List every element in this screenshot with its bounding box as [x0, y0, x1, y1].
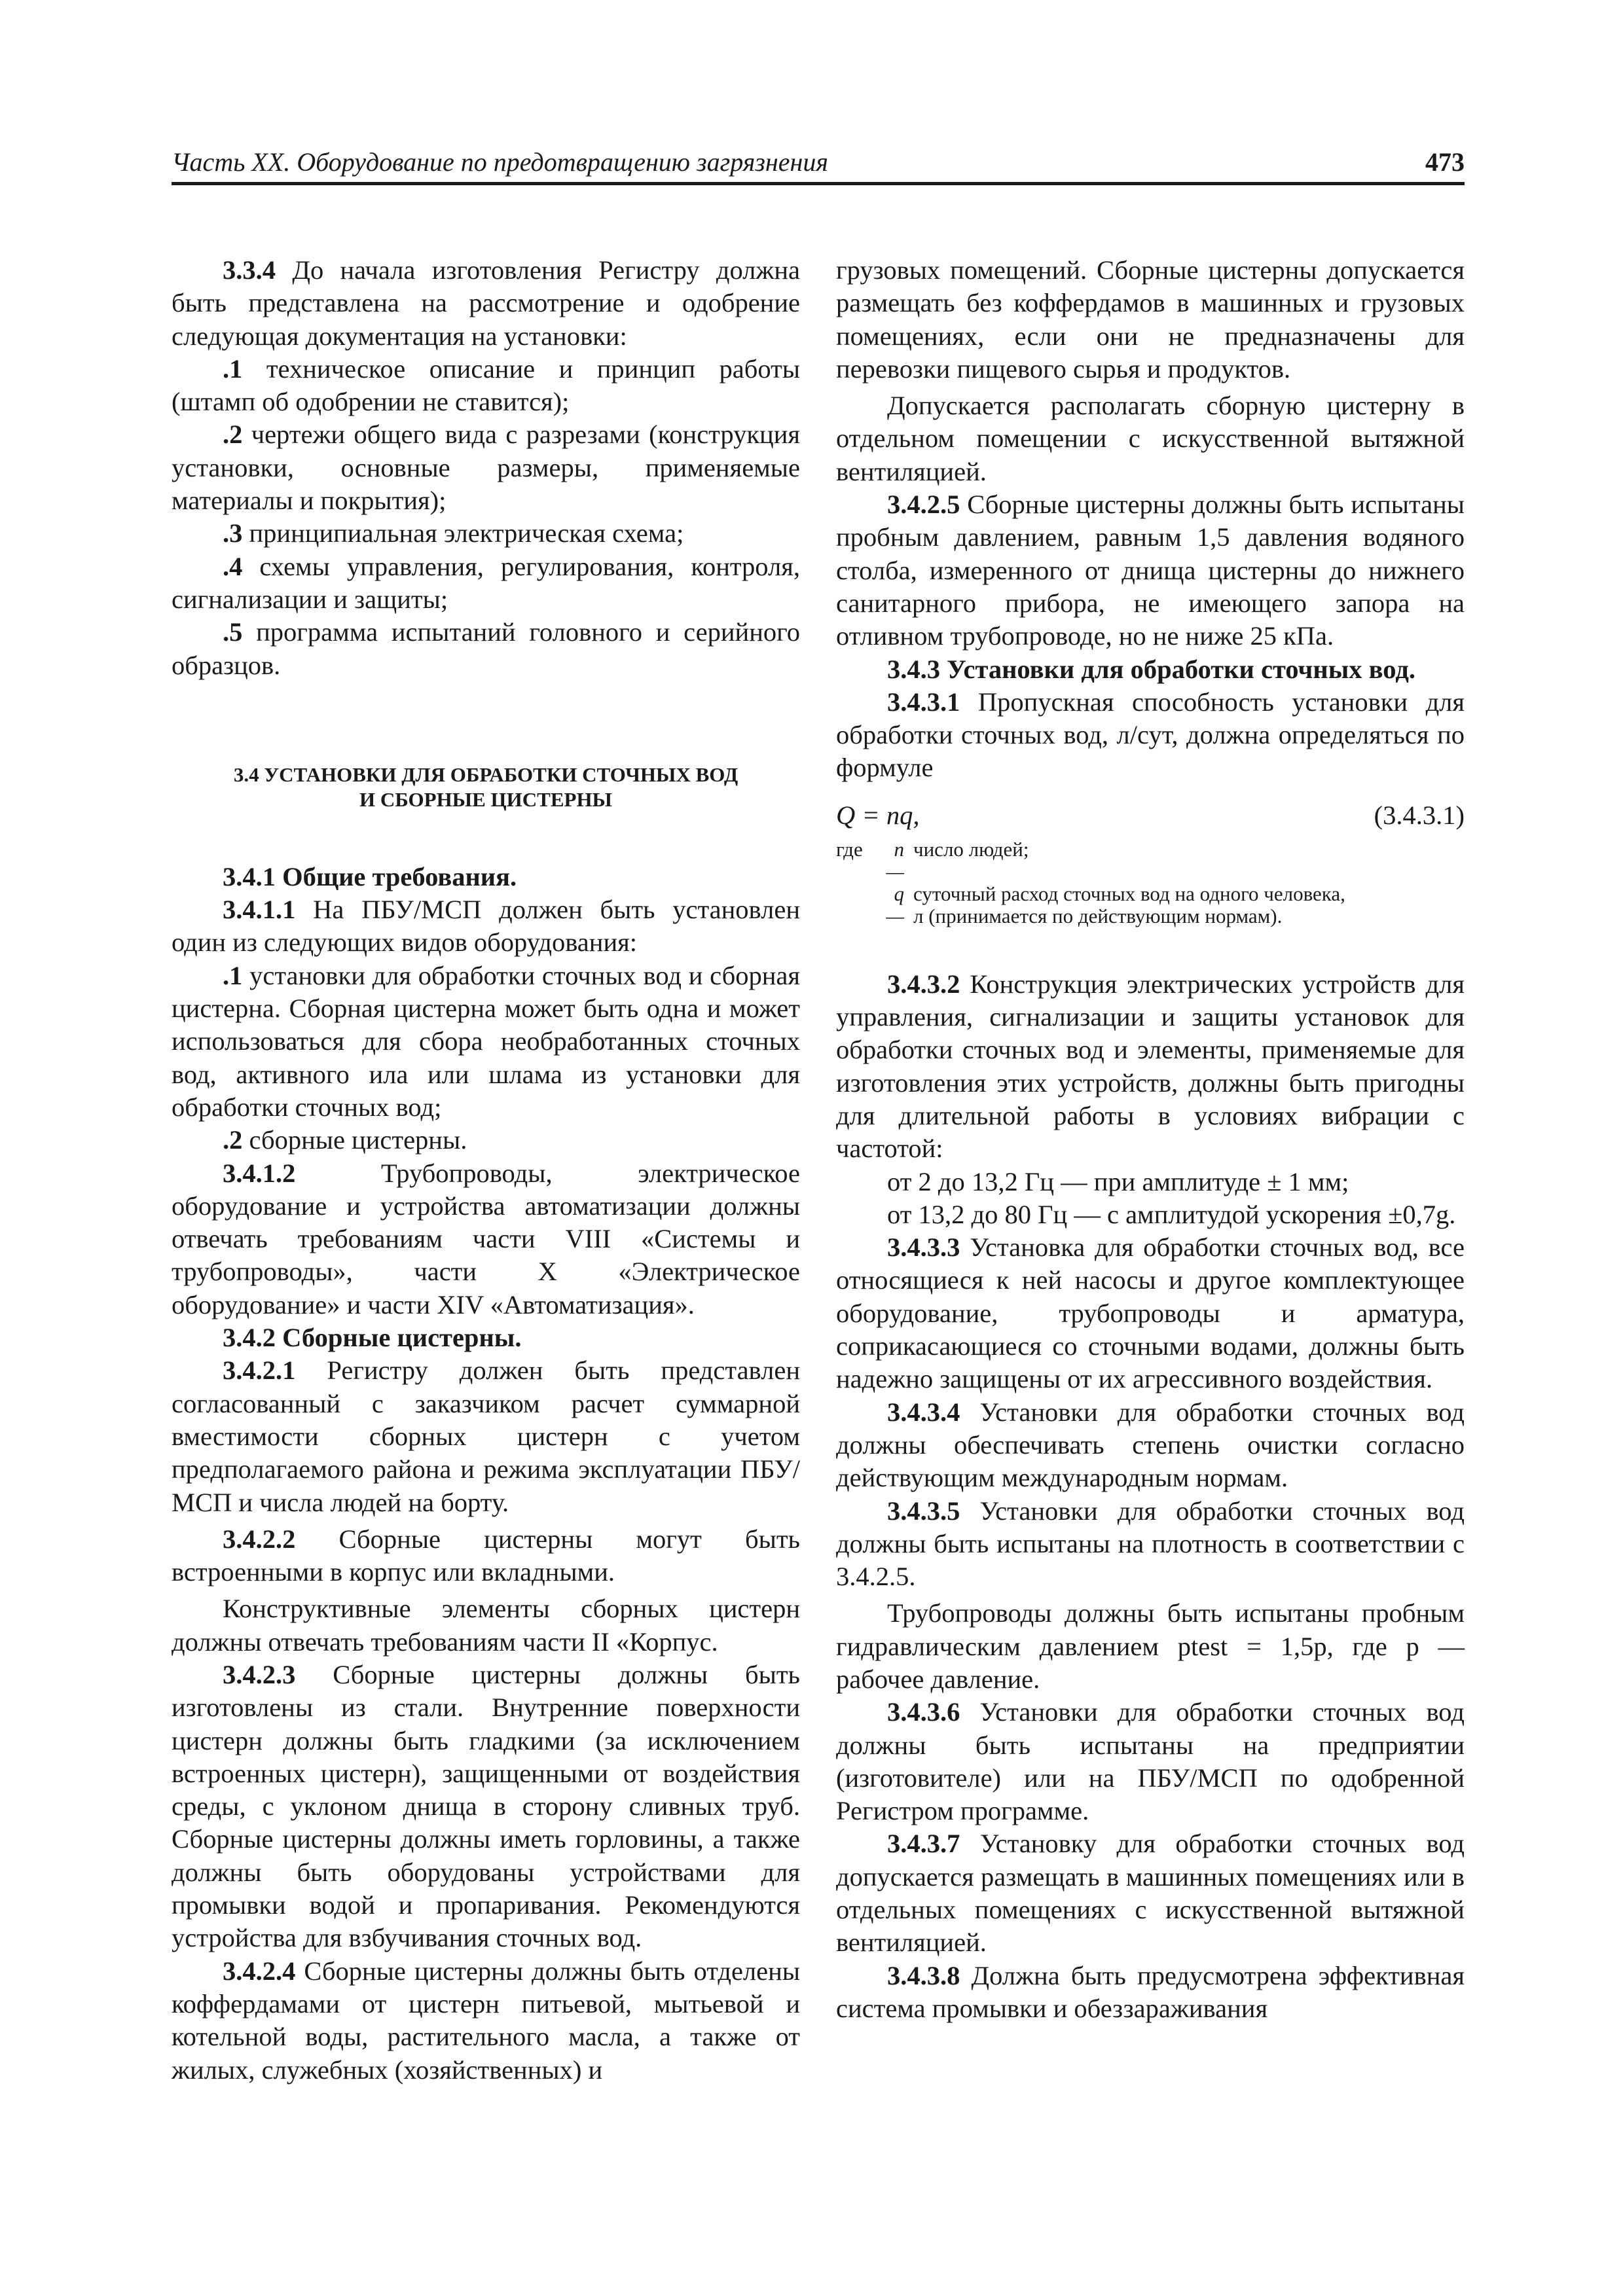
clause-text: Пропускная способность установки для обработки сточных вод, л/сут, должна определяться по формуле	[836, 687, 1465, 783]
clause-text: До начала изготовления Регистру должна быть представлена на рассмотрение и одобрение следующая документация на установки:	[172, 255, 801, 351]
clause-number: 3.4.2.3	[223, 1659, 296, 1689]
paragraph-frequency-1: от 2 до 13,2 Гц — при амплитуде ± 1 мм;	[887, 1166, 1349, 1196]
list-number: .1	[223, 960, 243, 990]
clause-text: Установку для обработки сточных вод допускается размещать в машинных помещениях или в отдельных помещениях с искусственной вытяжной вентиляцией.	[836, 1829, 1465, 1958]
list-item-2	[172, 1124, 800, 1157]
clause-number: 3.4.3.8	[887, 1960, 960, 1990]
paragraph-3-4-2-4	[172, 1955, 800, 2087]
formula	[836, 799, 1465, 832]
running-title: Часть XX. Оборудование по предотвращению загрязнения	[172, 147, 828, 177]
page-number: 473	[1425, 147, 1465, 177]
paragraph-3-4-2-5	[836, 488, 1465, 653]
clause-text: Установки для обработки сточных вод должны обеспечивать степень очистки согласно действующим международным нормам.	[836, 1397, 1465, 1493]
formula-expression: Q = nq,	[836, 800, 920, 830]
section-heading	[172, 762, 800, 812]
list-text: принципиальная электрическая схема;	[249, 518, 684, 548]
legend-symbol: q —	[886, 882, 904, 927]
list-number: .3	[223, 518, 243, 548]
legend-row	[836, 838, 1465, 883]
left-column	[172, 254, 800, 2087]
list-text: установки для обработки сточных вод и сборная цистерна. Сборная цистерна может быть одна и может использоваться для сбора необработанных сточных вод, активного ила или шлама из установки для обработки сточных вод;	[172, 960, 800, 1122]
list-item-1	[172, 960, 800, 1124]
paragraph-frequency-2: от 13,2 до 80 Гц — с амплитудой ускорения ±0,7g.	[887, 1199, 1456, 1229]
paragraph-3-4-3-6	[836, 1696, 1465, 1827]
list-item-4	[172, 550, 800, 617]
legend-description: число людей;	[913, 837, 1029, 861]
clause-text: На ПБУ/МСП должен быть установлен один из следующих видов оборудования:	[172, 895, 800, 958]
subsection-3-4-2: 3.4.2 Сборные цистерны.	[223, 1323, 522, 1353]
legend-description-line: л (принимается по действующим нормам).	[913, 904, 1283, 927]
clause-number: 3.3.4	[223, 255, 276, 285]
clause-text: Установка для обработки сточных вод, все относящиеся к ней насосы и другое комплектующее оборудование, трубопроводы и арматура, соприкасающиеся со сточными водами, должны быть надежно защищены от их агрессивного воздействия.	[836, 1232, 1465, 1394]
clause-number: 3.4.1.2	[223, 1158, 296, 1188]
subsection-3-4-3: 3.4.3 Установки для обработки сточных вод.	[887, 654, 1415, 684]
list-text: чертежи общего вида с разрезами (конструкция установки, основные размеры, применяемые материалы и покрытия);	[172, 420, 800, 516]
clause-text: Сборные цистерны должны быть испытаны пробным давлением, равным 1,5 давления водяного столба, измеренного от днища цистерны до нижнего санитарного прибора, не имеющего запора на отливном трубопроводе, но не ниже 25 кПа.	[836, 490, 1465, 651]
list-text: программа испытаний головного и серийного образцов.	[172, 617, 800, 680]
paragraph-pipes: Трубопроводы должны быть испытаны пробным гидравлическим давлением ptest = 1,5p, где p — рабочее давление.	[836, 1598, 1465, 1694]
clause-text: Конструкция электрических устройств для управления, сигнализации и защиты установок для обработки сточных вод и элементы, применяемые для изготовления этих устройств, должны быть пригодны для длительной работы в условиях вибрации с частотой:	[836, 969, 1465, 1164]
list-text: схемы управления, регулирования, контроля, сигнализации и защиты;	[172, 551, 800, 614]
formula-legend	[836, 838, 1465, 927]
clause-number: 3.4.3.4	[887, 1397, 960, 1427]
clause-text: Должна быть предусмотрена эффективная система промывки и обеззараживания	[836, 1960, 1465, 2023]
running-header	[172, 145, 1465, 185]
list-text: сборные цистерны.	[249, 1125, 467, 1155]
clause-text: Установки для обработки сточных вод должны быть испытаны на плотность в соответствии с 3.4.2.5.	[836, 1496, 1465, 1592]
list-text: техническое описание и принцип работы (штамп об одобрении не ставится);	[172, 353, 800, 417]
paragraph-3-3-4	[172, 254, 800, 353]
clause-number: 3.4.3.6	[887, 1697, 960, 1727]
clause-number: 3.4.3.7	[887, 1829, 960, 1859]
clause-text: Сборные цистерны должны быть отделены коффердамами от цистерн питьевой, мытьевой и котельной воды, растительного масла, а также от жилых, служебных (хозяйственных) и	[172, 1956, 801, 2085]
list-number: .4	[223, 551, 243, 581]
paragraph-3-4-1-2	[172, 1157, 800, 1321]
clause-number: 3.4.3.5	[887, 1496, 960, 1526]
right-column	[836, 254, 1465, 2025]
list-number: .1	[223, 353, 243, 384]
paragraph-3-4-2-3	[172, 1659, 800, 1955]
list-item-1	[172, 353, 800, 419]
paragraph-3-4-3-5	[836, 1495, 1465, 1594]
paragraph-3-4-3-7	[836, 1827, 1465, 1959]
section-heading-line: И СБОРНЫЕ ЦИСТЕРНЫ	[359, 787, 613, 811]
paragraph-3-4-2-1	[172, 1354, 800, 1518]
clause-number: 3.4.2.2	[223, 1524, 296, 1554]
list-number: .5	[223, 617, 243, 647]
section-heading-line: 3.4 УСТАНОВКИ ДЛЯ ОБРАБОТКИ СТОЧНЫХ ВОД	[233, 762, 739, 786]
paragraph-continued: грузовых помещений. Сборные цистерны допускается размещать без коффердамов в машинных и грузовых помещениях, если они не предназначены для перевозки пищевого сырья и продуктов.	[836, 255, 1465, 384]
clause-number: 3.4.2.4	[223, 1956, 296, 1986]
paragraph-3-4-3-4	[836, 1396, 1465, 1495]
legend-spacer	[836, 883, 874, 927]
clause-text: Сборные цистерны должны быть изготовлены из стали. Внутренние поверхности цистерн должны быть гладкими (за исключением встроенных цистерн), защищенными от воздействия среды, с уклоном днища в сторону сливных труб. Сборные цистерны должны иметь горловины, а также должны быть оборудованы устройствами для промывки водой и пропаривания. Рекомендуются устройства для взбучивания сточных вод.	[172, 1659, 800, 1953]
clause-text: Установки для обработки сточных вод должны быть испытаны на предприятии (изготовителе) или на ПБУ/МСП по одобренной Регистром программе.	[836, 1697, 1465, 1826]
list-item-3	[172, 517, 800, 550]
clause-number: 3.4.1.1	[223, 895, 296, 925]
paragraph-3-4-3-8	[836, 1960, 1465, 2026]
paragraph-3-4-3-3	[836, 1231, 1465, 1395]
list-item-2	[172, 418, 800, 517]
clause-number: 3.4.3.2	[887, 969, 960, 999]
clause-text: Регистру должен быть представлен согласованный с заказчиком расчет суммарной вместимости сборных цистерн с учетом предполагаемого района и режима эксплуатации ПБУ/МСП и числа людей на борту.	[172, 1355, 800, 1517]
formula-number: (3.4.3.1)	[1374, 800, 1465, 830]
legend-where: где	[836, 837, 863, 861]
clause-number: 3.4.2.5	[887, 490, 960, 520]
list-number: .2	[223, 420, 243, 450]
clause-number: 3.4.3.1	[887, 687, 960, 717]
paragraph-3-4-1-1	[172, 893, 800, 960]
clause-number: 3.4.3.3	[887, 1232, 960, 1263]
list-number: .2	[223, 1125, 243, 1155]
clause-text: Трубопроводы, электрическое оборудование и устройства автоматизации должны отвечать требованиям части VIII «Системы и трубопроводы», части X «Электрическое оборудование» и части XIV «Автоматизация».	[172, 1158, 801, 1319]
list-item-5	[172, 616, 800, 682]
legend-description	[913, 883, 1465, 927]
legend-description-line: суточный расход сточных вод на одного человека,	[913, 882, 1345, 905]
legend-row	[836, 883, 1465, 927]
paragraph-3-4-3-2	[836, 968, 1465, 1166]
clause-number: 3.4.2.1	[223, 1355, 296, 1386]
paragraph-construction: Конструктивные элементы сборных цистерн должны отвечать требованиям части II «Корпус.	[172, 1594, 800, 1657]
paragraph-allowed: Допускается располагать сборную цистерну в отдельном помещении с искусственной вытяжной вентиляцией.	[836, 391, 1465, 486]
subsection-3-4-1: 3.4.1 Общие требования.	[223, 861, 517, 891]
paragraph-3-4-3-1	[836, 686, 1465, 785]
clause-text: Сборные цистерны могут быть встроенными в корпус или вкладными.	[172, 1524, 800, 1587]
legend-symbol: n —	[886, 837, 904, 883]
paragraph-3-4-2-2	[172, 1523, 800, 1589]
